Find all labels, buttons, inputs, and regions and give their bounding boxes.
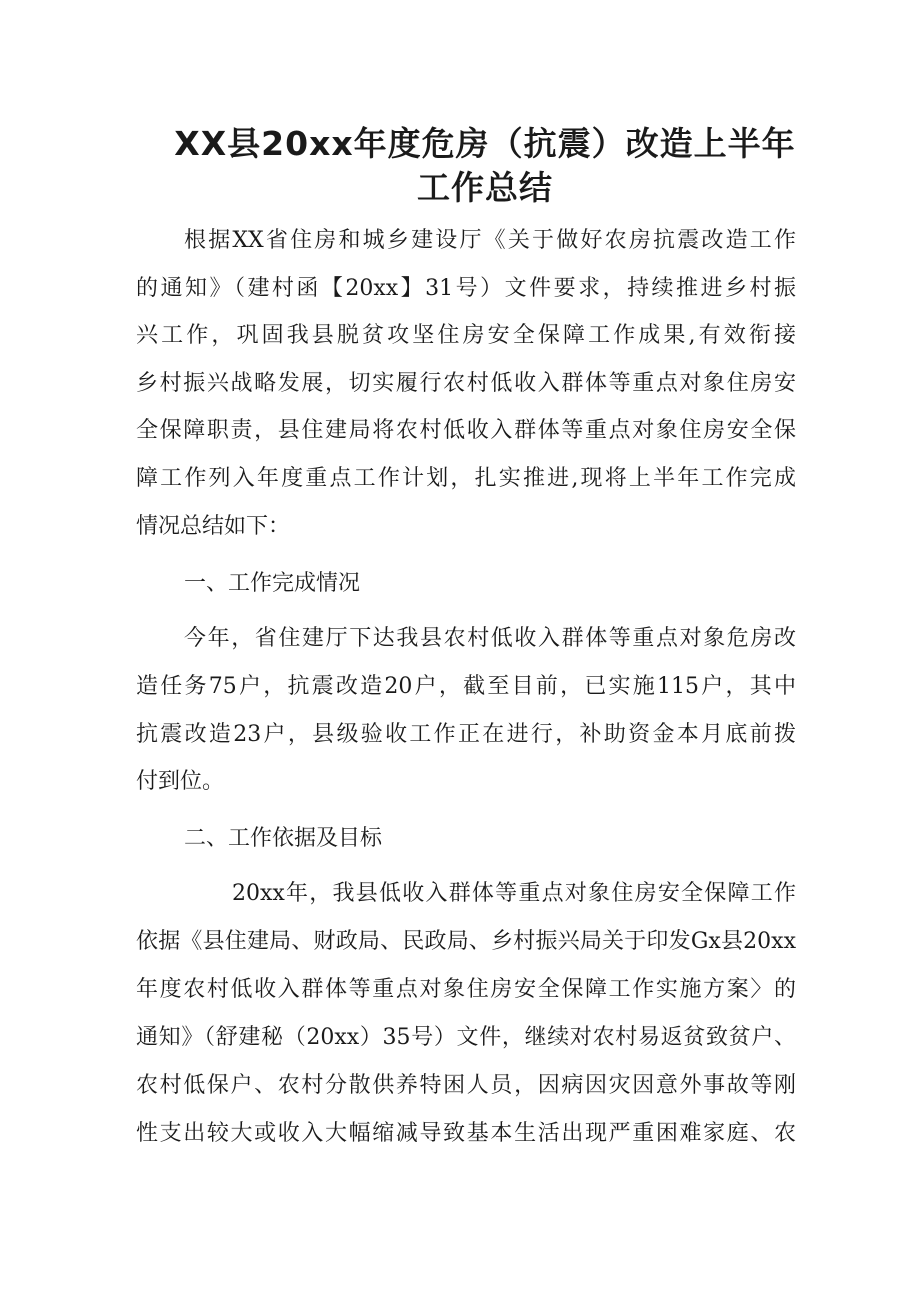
intro-line: 障工作列入年度重点工作计划，扎实推进,现将上半年工作完成: [136, 466, 796, 491]
section-2-line: 20xx年，我县低收入群体等重点对象住房安全保障工作: [232, 881, 796, 906]
section-1-line: 造任务75户，抗震改造20户，截至目前，已实施115户，其中: [136, 674, 796, 699]
section-1-line: 付到位。: [136, 769, 225, 794]
intro-line: 的通知》（建村函【20xx】31号）文件要求，持续推进乡村振: [136, 276, 796, 301]
document-title-line-1: XX县20xx年度危房（抗震）改造上半年: [174, 124, 796, 163]
section-2-line: 依据《县住建局、财政局、民政局、乡村振兴局关于印发Gx县20xx: [136, 929, 796, 954]
intro-line: 兴工作，巩固我县脱贫攻坚住房安全保障工作成果,有效衔接: [136, 323, 796, 348]
section-1-line: 抗震改造23户，县级验收工作正在进行，补助资金本月底前拨: [136, 722, 796, 747]
intro-line: 根据XX省住房和城乡建设厅《关于做好农房抗震改造工作: [184, 228, 796, 253]
intro-line: 情况总结如下：: [136, 514, 291, 539]
document-title-line-2: 工作总结: [417, 168, 553, 207]
section-2-line: 年度农村低收入群体等重点对象住房安全保障工作实施方案〉的: [136, 977, 796, 1002]
section-2-line: 农村低保户、农村分散供养特困人员，因病因灾因意外事故等刚: [136, 1073, 796, 1098]
section-2-line: 性支出较大或收入大幅缩减导致基本生活出现严重困难家庭、农: [136, 1121, 796, 1146]
intro-line: 乡村振兴战略发展，切实履行农村低收入群体等重点对象住房安: [136, 371, 796, 396]
section-2-heading: 二、工作依据及目标: [184, 826, 383, 851]
section-1-line: 今年，省住建厅下达我县农村低收入群体等重点对象危房改: [184, 626, 796, 651]
section-2-line: 通知》（舒建秘（20xx）35号）文件，继续对农村易返贫致贫户、: [136, 1025, 796, 1050]
intro-line: 全保障职责，县住建局将农村低收入群体等重点对象住房安全保: [136, 418, 796, 443]
section-1-heading: 一、工作完成情况: [184, 571, 361, 596]
